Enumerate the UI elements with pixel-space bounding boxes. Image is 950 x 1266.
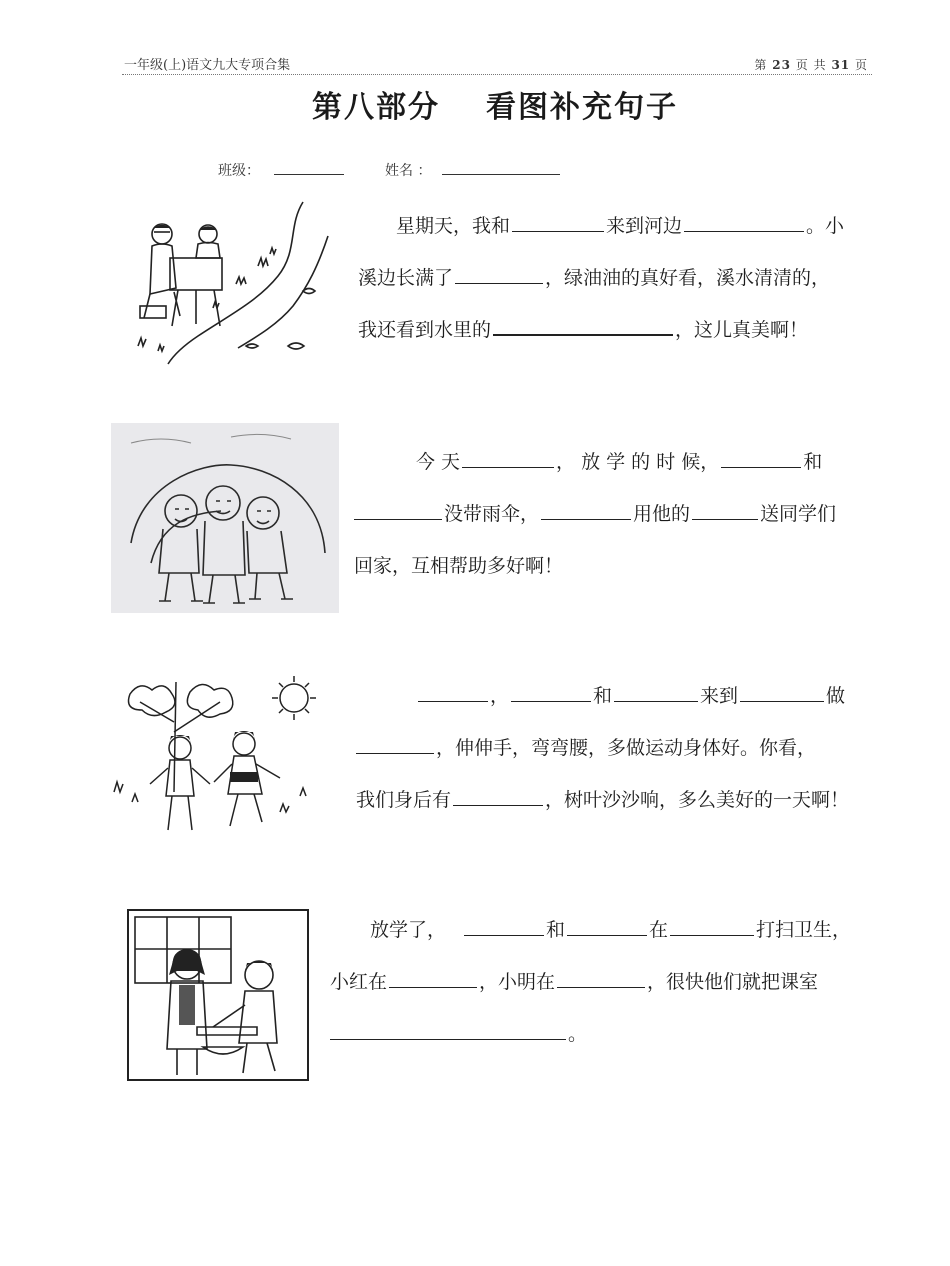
- page-header: [122, 52, 872, 75]
- blank-input[interactable]: [418, 681, 488, 702]
- blank-input[interactable]: [692, 499, 758, 520]
- morning-exercise-illustration: [110, 672, 325, 837]
- exercise-4-text: 放学了， 和 在 打扫卫生， 小红在 ，小明在 ，很快他们就把课室 。: [330, 904, 875, 1060]
- blank-input[interactable]: [464, 915, 544, 936]
- blank-input[interactable]: [330, 1019, 566, 1040]
- exercise-3-text: ， 和 来到 做 ，伸伸手，弯弯腰，多做运动身体好。你看， 我们身后有 ，树叶沙沙响，多么美好的一天啊！: [356, 670, 876, 826]
- blank-input[interactable]: [356, 733, 434, 754]
- blank-input[interactable]: [684, 211, 804, 232]
- page-total: 31: [831, 58, 851, 72]
- section-name: 看图补充句子: [486, 90, 678, 125]
- blank-input[interactable]: [557, 967, 645, 988]
- part-label: 第八部分: [312, 90, 440, 125]
- blank-input[interactable]: [389, 967, 477, 988]
- class-field: [218, 158, 344, 180]
- river-scene-illustration: [128, 196, 340, 366]
- page-title: [0, 82, 950, 126]
- blank-input[interactable]: [511, 681, 591, 702]
- blank-input[interactable]: [541, 499, 631, 520]
- blank-input[interactable]: [567, 915, 647, 936]
- book-title: 一年级(上)语文九大专项合集: [124, 58, 291, 73]
- blank-input[interactable]: [721, 447, 801, 468]
- blank-input[interactable]: [462, 447, 554, 468]
- blank-input[interactable]: [740, 681, 824, 702]
- page-number: 23: [772, 58, 791, 72]
- blank-input[interactable]: [354, 499, 442, 520]
- blank-input[interactable]: [614, 681, 698, 702]
- name-label: 姓名 ：: [385, 163, 432, 179]
- classroom-cleaning-illustration: [127, 909, 309, 1081]
- umbrella-students-illustration: [111, 423, 339, 613]
- blank-input[interactable]: [455, 263, 543, 284]
- name-input[interactable]: [442, 158, 560, 175]
- blank-input[interactable]: [512, 211, 604, 232]
- page-indicator: 第 23 页 共 31 页: [754, 58, 868, 72]
- class-label: 班级：: [218, 163, 260, 179]
- name-field: [385, 158, 560, 180]
- blank-input[interactable]: [670, 915, 754, 936]
- exercise-1-text: 星期天，我和 来到河边 。小 溪边长满了 ，绿油油的真好看，溪水清清的， 我还看到水里的 ，这儿真美啊！: [358, 200, 873, 356]
- class-input[interactable]: [274, 158, 344, 175]
- blank-input[interactable]: [453, 785, 543, 806]
- blank-input[interactable]: [493, 314, 673, 336]
- exercise-2-text: 今 天 ， 放 学 的 时 候， 和 没带雨伞， 用他的 送同学们 回家，互相帮助多好啊！: [354, 436, 874, 592]
